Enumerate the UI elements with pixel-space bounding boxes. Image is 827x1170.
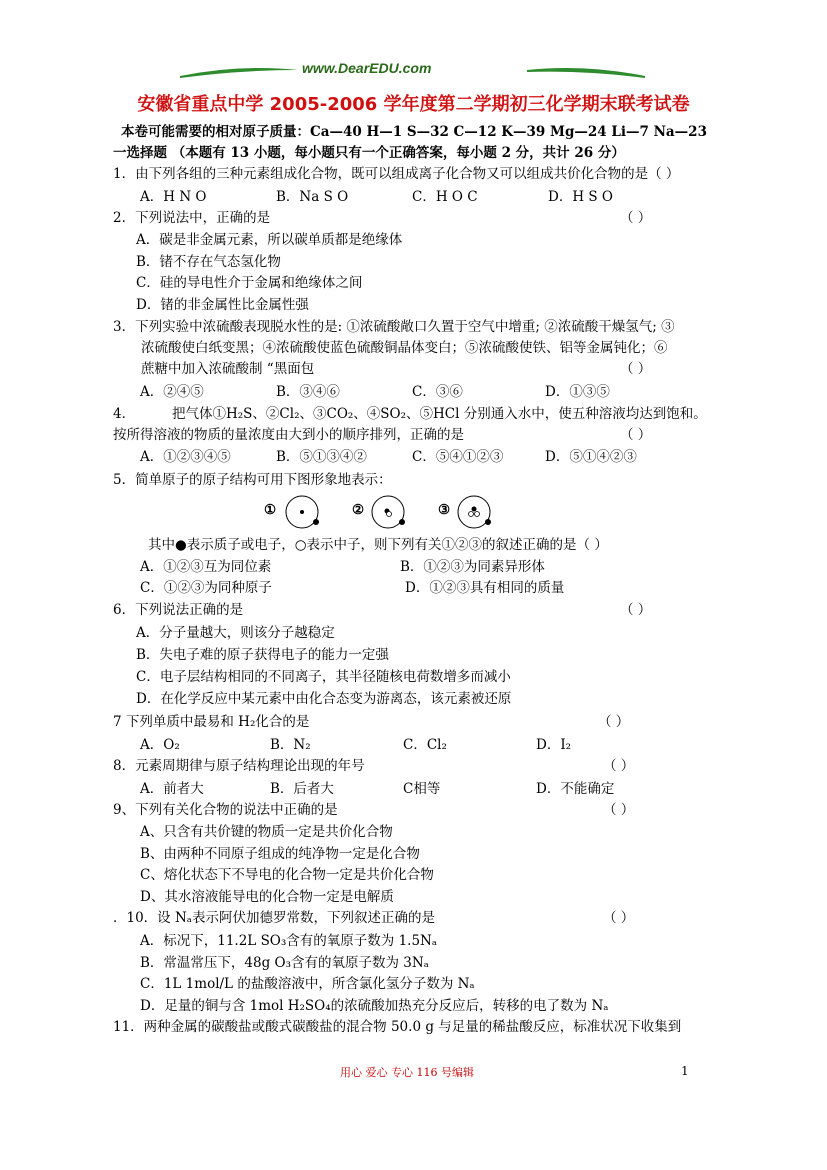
q6-option-b: B．失电子难的原子获得电子的能力一定强	[136, 647, 389, 663]
q1-option-c: C．H O C	[412, 189, 478, 205]
site-logo-text: www.DearEDU.com	[302, 60, 432, 76]
atom-diagram	[258, 494, 508, 534]
logo-swoosh-left-icon	[180, 62, 300, 82]
question-4-line-1: 把气体①H₂S、②Cl₂、③CO₂、④SO₂、⑤HCl 分别通入水中，使五种溶液均达到饱和。	[172, 406, 707, 422]
question-5-stem: 5．简单原子的原子结构可用下图形象地表示：	[113, 472, 392, 488]
q5-option-a: A．①②③互为同位素	[140, 559, 272, 575]
q1-option-d: D．H S O	[548, 189, 613, 205]
q6-option-d: D．在化学反应中某元素中由化合态变为游离态，该元素被还原	[136, 691, 512, 707]
q9-option-d: D、其水溶液能导电的化合物一定是电解质	[140, 889, 394, 905]
q2-option-c: C．硅的导电性介于金属和绝缘体之间	[136, 275, 363, 291]
q5-option-d: D．①②③具有相同的质量	[405, 580, 565, 596]
atom-label-3: ③	[438, 502, 451, 518]
question-4-number: 4．	[113, 406, 136, 422]
q7-option-b: B．N₂	[270, 737, 311, 753]
q6-answer-paren: （ ）	[620, 602, 652, 618]
q5-option-b: B．①②③为同素异形体	[400, 559, 545, 575]
q10-option-a: A．标况下，11.2L SO₃含有的氧原子数为 1.5Nₐ	[140, 933, 438, 949]
question-6-stem: 6．下列说法正确的是	[113, 602, 244, 618]
q9-option-b: B、由两种不同原子组成的纯净物一定是化合物	[140, 846, 420, 862]
q9-answer-paren: （ ）	[603, 802, 635, 818]
q2-option-d: D．锗的非金属性比金属性强	[136, 297, 309, 313]
page-number: 1	[681, 1064, 689, 1078]
q3-option-a: A．②④⑤	[140, 384, 204, 400]
section-heading: 一选择题 （本题有 13 小题，每小题只有一个正确答案，每小题 2 分，共计 26 分）	[113, 145, 625, 161]
q6-option-c: C．电子层结构相同的不同离子，其半径随核电荷数增多而减小	[136, 669, 511, 685]
logo-swoosh-right-icon	[525, 62, 645, 82]
atom-label-2: ②	[352, 502, 365, 518]
footer-text: 用心 爱心 专心 116 号编辑	[340, 1066, 474, 1079]
q3-option-c: C．③⑥	[412, 384, 463, 400]
q5-option-c: C．①②③为同种原子	[140, 580, 272, 596]
question-4-line-2: 按所得溶液的物质的量浓度由大到小的顺序排列，正确的是	[113, 427, 464, 443]
question-11-stem: 11．两种金属的碳酸盐或酸式碳酸盐的混合物 50.0 g 与足量的稀盐酸反应，标准状况下收集到	[113, 1019, 682, 1035]
question-10-stem: ．10．设 Nₐ表示阿伏加德罗常数，下列叙述正确的是	[113, 910, 435, 926]
atom-label-1: ①	[264, 502, 277, 518]
q7-option-a: A．O₂	[140, 737, 180, 753]
q3-answer-paren: （ ）	[620, 361, 652, 377]
header-logo	[180, 58, 650, 82]
q10-option-c: C．1L 1mol/L 的盐酸溶液中，所含氯化氢分子数为 Nₐ	[140, 976, 475, 992]
q4-option-c: C．⑤④①②③	[412, 449, 504, 465]
q2-option-a: A．碳是非金属元素，所以碳单质都是绝缘体	[136, 232, 403, 248]
q7-option-c: C．Cl₂	[403, 737, 447, 753]
q3-option-d: D．①③⑤	[545, 384, 610, 400]
q8-option-a: A．前者大	[140, 781, 204, 797]
atom-3-icon	[456, 494, 496, 534]
atomic-masses: 本卷可能需要的相对原子质量：Ca—40 H—1 S—32 C—12 K—39 Mg—24 Li—7 Na—23	[121, 124, 707, 140]
q7-option-d: D．I₂	[536, 737, 572, 753]
q2-answer-paren: （ ）	[620, 210, 652, 226]
q7-answer-paren: （ ）	[598, 714, 630, 730]
q10-option-b: B．常温常压下，48g O₃含有的氧原子数为 3Nₐ	[140, 955, 429, 971]
q9-option-c: C、熔化状态下不导电的化合物一定是共价化合物	[140, 867, 434, 883]
q10-answer-paren: （ ）	[603, 910, 635, 926]
q1-option-b: B．Na S O	[276, 189, 349, 205]
q4-option-a: A．①②③④⑤	[140, 449, 231, 465]
question-7-stem: 7 下列单质中最易和 H₂化合的是	[113, 714, 310, 730]
q10-option-d: D．足量的铜与含 1mol H₂SO₄的浓硫酸加热充分反应后，转移的电了数为 Nₐ	[140, 998, 609, 1014]
question-3-line-1: 3．下列实验中浓硫酸表现脱水性的是: ①浓硫酸敞口久置于空气中增重; ②浓硫酸干燥氢气; ③	[113, 319, 675, 335]
q1-option-a: A．H N O	[140, 189, 207, 205]
atom-1-icon	[284, 494, 324, 534]
q6-option-a: A．分子量越大，则该分子越稳定	[136, 625, 335, 641]
q8-answer-paren: （ ）	[603, 758, 635, 774]
question-3-line-2: 浓硫酸使白纸变黑；④浓硫酸使蓝色硫酸铜晶体变白；⑤浓硫酸使铁、铝等金属钝化；⑥	[141, 340, 668, 356]
question-5-desc: 其中●表示质子或电子，○表示中子，则下列有关①②③的叙述正确的是（ ）	[148, 537, 608, 553]
question-8-stem: 8．元素周期律与原子结构理论出现的年号	[113, 758, 365, 774]
exam-title: 安徽省重点中学 2005-2006 学年度第二学期初三化学期末联考试卷	[137, 94, 690, 115]
question-1-stem: 1．由下列各组的三种元素组成化合物，既可以组成离子化合物又可以组成共价化合物的是（ ）	[113, 166, 680, 182]
q4-option-b: B．⑤①③④②	[276, 449, 367, 465]
atom-2-icon	[370, 494, 410, 534]
q9-option-a: A、只含有共价键的物质一定是共价化合物	[140, 824, 393, 840]
q2-option-b: B．锗不存在气态氢化物	[136, 254, 281, 270]
question-3-line-3: 蔗糖中加入浓硫酸制 “黑面包	[141, 361, 315, 377]
q3-option-b: B．③④⑥	[276, 384, 340, 400]
q4-option-d: D．⑤①④②③	[545, 449, 637, 465]
question-2-stem: 2．下列说法中，正确的是	[113, 210, 271, 226]
q4-answer-paren: （ ）	[620, 427, 652, 443]
question-9-stem: 9、下列有关化合物的说法中正确的是	[113, 802, 338, 818]
q8-option-b: B．后者大	[270, 781, 334, 797]
q8-option-d: D．不能确定	[536, 781, 615, 797]
q8-option-c: C相等	[403, 781, 441, 797]
